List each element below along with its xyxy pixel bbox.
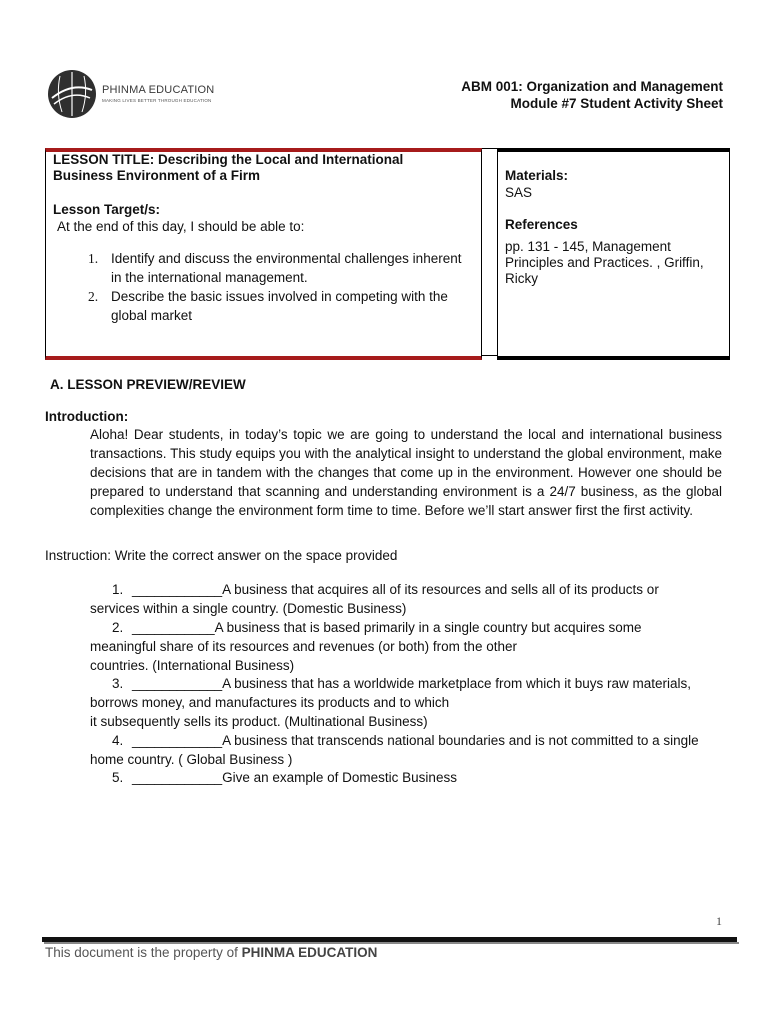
objective-text: in the international management. [111,270,308,285]
references-line: Ricky [505,271,538,286]
question-text: ____________A business that transcends national boundaries and is not committed to a single [132,733,699,748]
question-number: 4. [112,733,124,748]
document-header [461,78,723,112]
section-a-heading: A. LESSON PREVIEW/REVIEW [50,377,246,392]
phinma-logo [46,68,226,122]
footer-prefix: This document is the property of [45,945,242,960]
question-text: countries. (International Business) [90,658,295,673]
question-number: 1. [112,582,124,597]
question-text: home country. ( Global Business ) [90,752,293,767]
objective-text: Identify and discuss the environmental challenges inherent [111,251,462,266]
question-item [90,618,730,675]
objective-text: global market [111,308,193,323]
question-text: ____________A business that has a worldwide marketplace from which it buys raw materials, [132,676,692,691]
footer-text [45,945,377,960]
question-text: services within a single country. (Domestic Business) [90,601,407,616]
question-text: meaningful share of its resources and revenues (or both) from the other [90,639,517,654]
references-value [505,239,720,287]
objective-text: Describe the basic issues involved in competing with the [111,289,448,304]
module-title: Module #7 Student Activity Sheet [510,96,723,111]
question-text: ____________Give an example of Domestic Business [132,770,457,785]
question-item [90,580,730,618]
objective-number: 2. [88,289,99,304]
footer-owner: PHINMA EDUCATION [241,945,378,960]
question-number: 5. [112,770,124,785]
question-text: it subsequently sells its product. (Multinational Business) [90,714,428,729]
question-text: borrows money, and manufactures its products and to which [90,695,450,710]
logo-name: PHINMA EDUCATION [102,84,215,96]
question-text: ____________A business that acquires all of its resources and sells all of its products or [132,582,659,597]
lesson-target-intro: At the end of this day, I should be able to: [57,219,305,234]
materials-heading: Materials: [505,168,569,183]
page-number: 1 [716,914,722,928]
question-item [90,674,730,731]
references-heading: References [505,217,578,232]
question-number: 3. [112,676,124,691]
introduction-text: Aloha! Dear students, in today’s topic we are going to understand the local and international business transactions. This study equips you with the analytical insight to understand the global environment, make decisions that are in tandem with the changes that come up in the environment. However one should be prepared to understand that scanning and understanding environment is a 24/7 business, as the global complexities change the environment form time to time. Before we’ll start answer first the first activity. [90,427,722,518]
references-line: pp. 131 - 145, Management [505,239,671,254]
lesson-title-line2: Business Environment of a Firm [53,168,261,183]
logo-tagline: MAKING LIVES BETTER THROUGH EDUCATION [102,98,212,103]
lesson-title-line1: LESSON TITLE: Describing the Local and International [53,152,404,167]
phinma-globe-icon [46,68,98,120]
footer-rule-shadow [44,942,739,944]
question-number: 2. [112,620,124,635]
lesson-target-heading: Lesson Target/s: [53,202,161,217]
introduction-heading: Introduction: [45,409,129,424]
materials-value: SAS [505,185,533,200]
references-line: Principles and Practices. , Griffin, [505,255,704,270]
course-title: ABM 001: Organization and Management [461,79,723,94]
lesson-title [53,152,473,184]
objective-number: 1. [88,251,99,266]
question-text: ___________A business that is based primarily in a single country but acquires some [132,620,642,635]
instruction-text: Instruction: Write the correct answer on the space provided [45,548,398,563]
divider-column [482,148,498,356]
question-item [90,731,730,769]
question-item [90,768,730,787]
